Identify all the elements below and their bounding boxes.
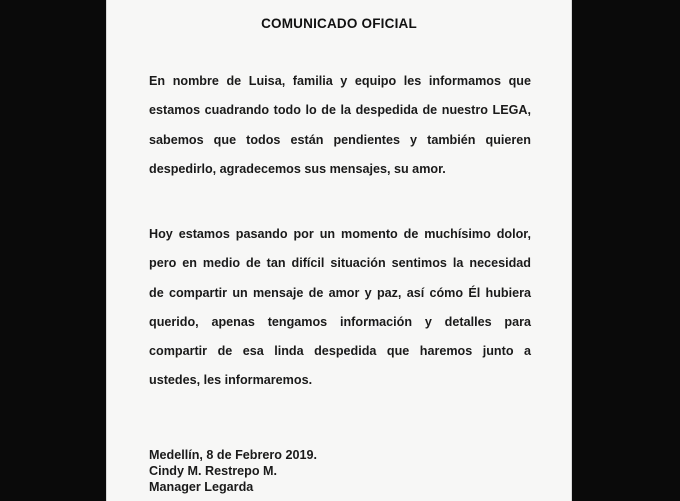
- paragraph-2-line: de compartir un mensaje de amor y paz, así cómo Él hubiera: [149, 285, 531, 300]
- paragraph-1-line: estamos cuadrando todo lo de la despedida de nuestro LEGA,: [149, 103, 531, 118]
- paragraph-1-line: despedirlo, agradecemos sus mensajes, su amor.: [149, 161, 446, 176]
- paragraph-2-line: querido, apenas tengamos información y detalles para: [149, 314, 531, 329]
- signature-name: Cindy M. Restrepo M.: [149, 464, 278, 478]
- paragraph-2: [149, 220, 531, 396]
- document-title: COMUNICADO OFICIAL: [261, 16, 417, 31]
- paragraph-1: [149, 67, 531, 184]
- paragraph-1-line: En nombre de Luisa, familia y equipo les informamos que: [149, 74, 531, 88]
- paragraph-1-line: sabemos que todos están pendientes y también quieren: [149, 132, 531, 147]
- paragraph-2-line: Hoy estamos pasando por un momento de muchísimo dolor,: [149, 227, 531, 241]
- signature-block: [149, 447, 317, 495]
- signature-place-date: Medellín, 8 de Febrero 2019.: [149, 448, 317, 462]
- document-page: [106, 0, 572, 501]
- paragraph-2-line: pero en medio de tan difícil situación sentimos la necesidad: [149, 256, 531, 271]
- signature-role: Manager Legarda: [149, 480, 254, 494]
- paragraph-2-line: ustedes, les informaremos.: [149, 373, 313, 388]
- paragraph-2-line: compartir de esa linda despedida que haremos junto a: [149, 344, 531, 359]
